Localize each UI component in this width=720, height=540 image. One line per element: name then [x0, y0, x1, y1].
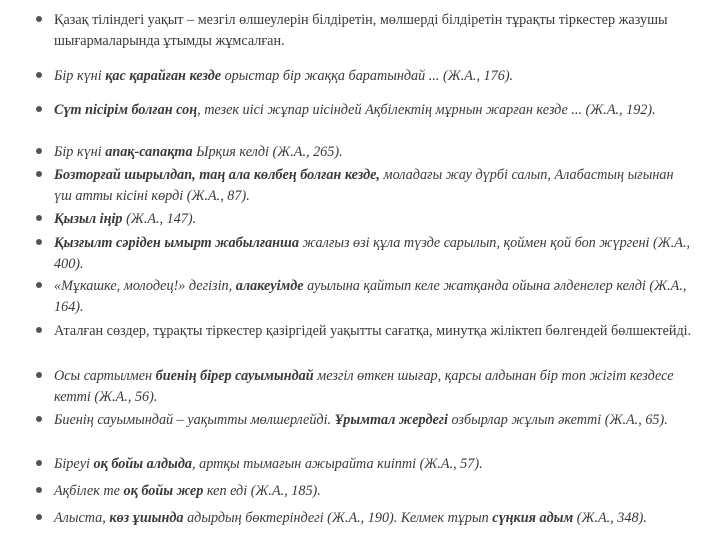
- list-item-text: [54, 454, 694, 475]
- bold-phrase: сүңкия адым: [492, 510, 574, 526]
- text-segment: Осы сартылмен: [54, 368, 156, 384]
- text-segment: жалғыз өзі құла түзде сарылып, қоймен қой боп жүргені (Ж.А., 400).: [54, 235, 691, 272]
- bullet-icon: [36, 372, 42, 378]
- bullet-icon: [36, 72, 42, 78]
- text-segment: (Ж.А., 348).: [573, 510, 647, 526]
- text-segment: Бір күні: [54, 68, 106, 84]
- list-item-text: [54, 508, 694, 529]
- bullet-icon: [36, 282, 42, 288]
- bullet-icon: [36, 327, 42, 333]
- text-segment: Биенің сауымындай – уақытты мөлшерлейді.: [54, 412, 335, 428]
- list-item-text: [54, 276, 694, 318]
- bold-phrase: алакеуімде: [235, 278, 304, 294]
- bold-phrase: Сүт пісірім болған соң: [54, 102, 198, 118]
- bold-phrase: биенің бірер сауымындай: [155, 368, 314, 384]
- bullet-icon: [36, 487, 42, 493]
- bold-phrase: оқ бойы жер: [123, 483, 204, 499]
- text-segment: Бір күні: [54, 144, 106, 160]
- bullet-icon: [36, 460, 42, 466]
- text-segment: кеп еді (Ж.А., 185).: [203, 483, 321, 499]
- bold-phrase: Ұрымтал жердегі: [334, 412, 448, 428]
- text-segment: озбырлар жұлып әкетті (Ж.А., 65).: [447, 412, 668, 428]
- bold-phrase: қас қарайған кезде: [105, 68, 222, 84]
- text-segment: «Мұкашке, молодец!» дегізіп,: [54, 278, 236, 294]
- text-segment: Алыста,: [54, 510, 110, 526]
- list-item-text: [54, 321, 694, 342]
- text-segment: Біреуі: [54, 456, 94, 472]
- bold-phrase: оқ бойы алдыда: [93, 456, 192, 472]
- bold-phrase: Қызыл іңір: [54, 211, 123, 227]
- bullet-icon: [36, 239, 42, 245]
- bullet-icon: [36, 215, 42, 221]
- text-segment: , артқы тымағын ажырайта киіпті (Ж.А., 57).: [192, 456, 483, 472]
- list-item-text: [54, 142, 694, 163]
- text-segment: (Ж.А., 147).: [122, 211, 197, 227]
- text-segment: Қазақ тіліндегі уақыт – мезгіл өлшеулерін білдіретін, мөлшерді білдіретін тұрақты тіркестер жазушы шығармаларында ұтымды жұмсалған.: [54, 12, 668, 49]
- list-item-text: [54, 410, 694, 431]
- text-segment: ауылына қайтып келе жатқанда ойына әлденелер келді (Ж.А., 164).: [54, 278, 687, 315]
- bold-phrase: Бозторғай шырылдап, таң ала көлбең болған кезде,: [54, 167, 380, 183]
- text-segment: , тезек иісі жұпар иісіндей Ақбілектің мұрнын жарған кезде ... (Ж.А., 192).: [197, 102, 656, 118]
- text-segment: орыстар бір жаққа баратындай ... (Ж.А., 176).: [221, 68, 514, 84]
- list-item-text: [54, 10, 694, 52]
- list-item-text: [54, 481, 694, 502]
- text-segment: Аталған сөздер, тұрақты тіркестер қазіргідей уақытты сағатқа, минутқа жіліктеп бөлгендей бөлшектейді.: [54, 323, 692, 339]
- list-item-text: [54, 366, 694, 408]
- list-item-text: [54, 233, 694, 275]
- list-item-text: [54, 66, 694, 87]
- bullet-icon: [36, 148, 42, 154]
- bold-phrase: Қызғылт сәріден ымырт жабылғанша: [54, 235, 299, 251]
- list-item-text: [54, 209, 694, 230]
- list-item-text: [54, 100, 694, 121]
- bullet-icon: [36, 514, 42, 520]
- bullet-icon: [36, 106, 42, 112]
- text-segment: моладағы жау дүрбі салып, Алабастың ығынан үш атты кісіні көрді (Ж.А., 87).: [54, 167, 674, 204]
- text-segment: Ырқия келді (Ж.А., 265).: [192, 144, 343, 160]
- list-item-text: [54, 165, 694, 207]
- bullet-icon: [36, 416, 42, 422]
- bold-phrase: апақ-сапақта: [105, 144, 193, 160]
- bullet-icon: [36, 171, 42, 177]
- bold-phrase: көз ұшында: [109, 510, 184, 526]
- text-segment: адырдың бөктеріндегі (Ж.А., 190). Келмек тұрып: [183, 510, 493, 526]
- bullet-icon: [36, 16, 42, 22]
- text-segment: Ақбілек те: [54, 483, 124, 499]
- text-segment: мезгіл өткен шығар, қарсы алдынан бір топ жігіт кездесе кетті (Ж.А., 56).: [54, 368, 674, 405]
